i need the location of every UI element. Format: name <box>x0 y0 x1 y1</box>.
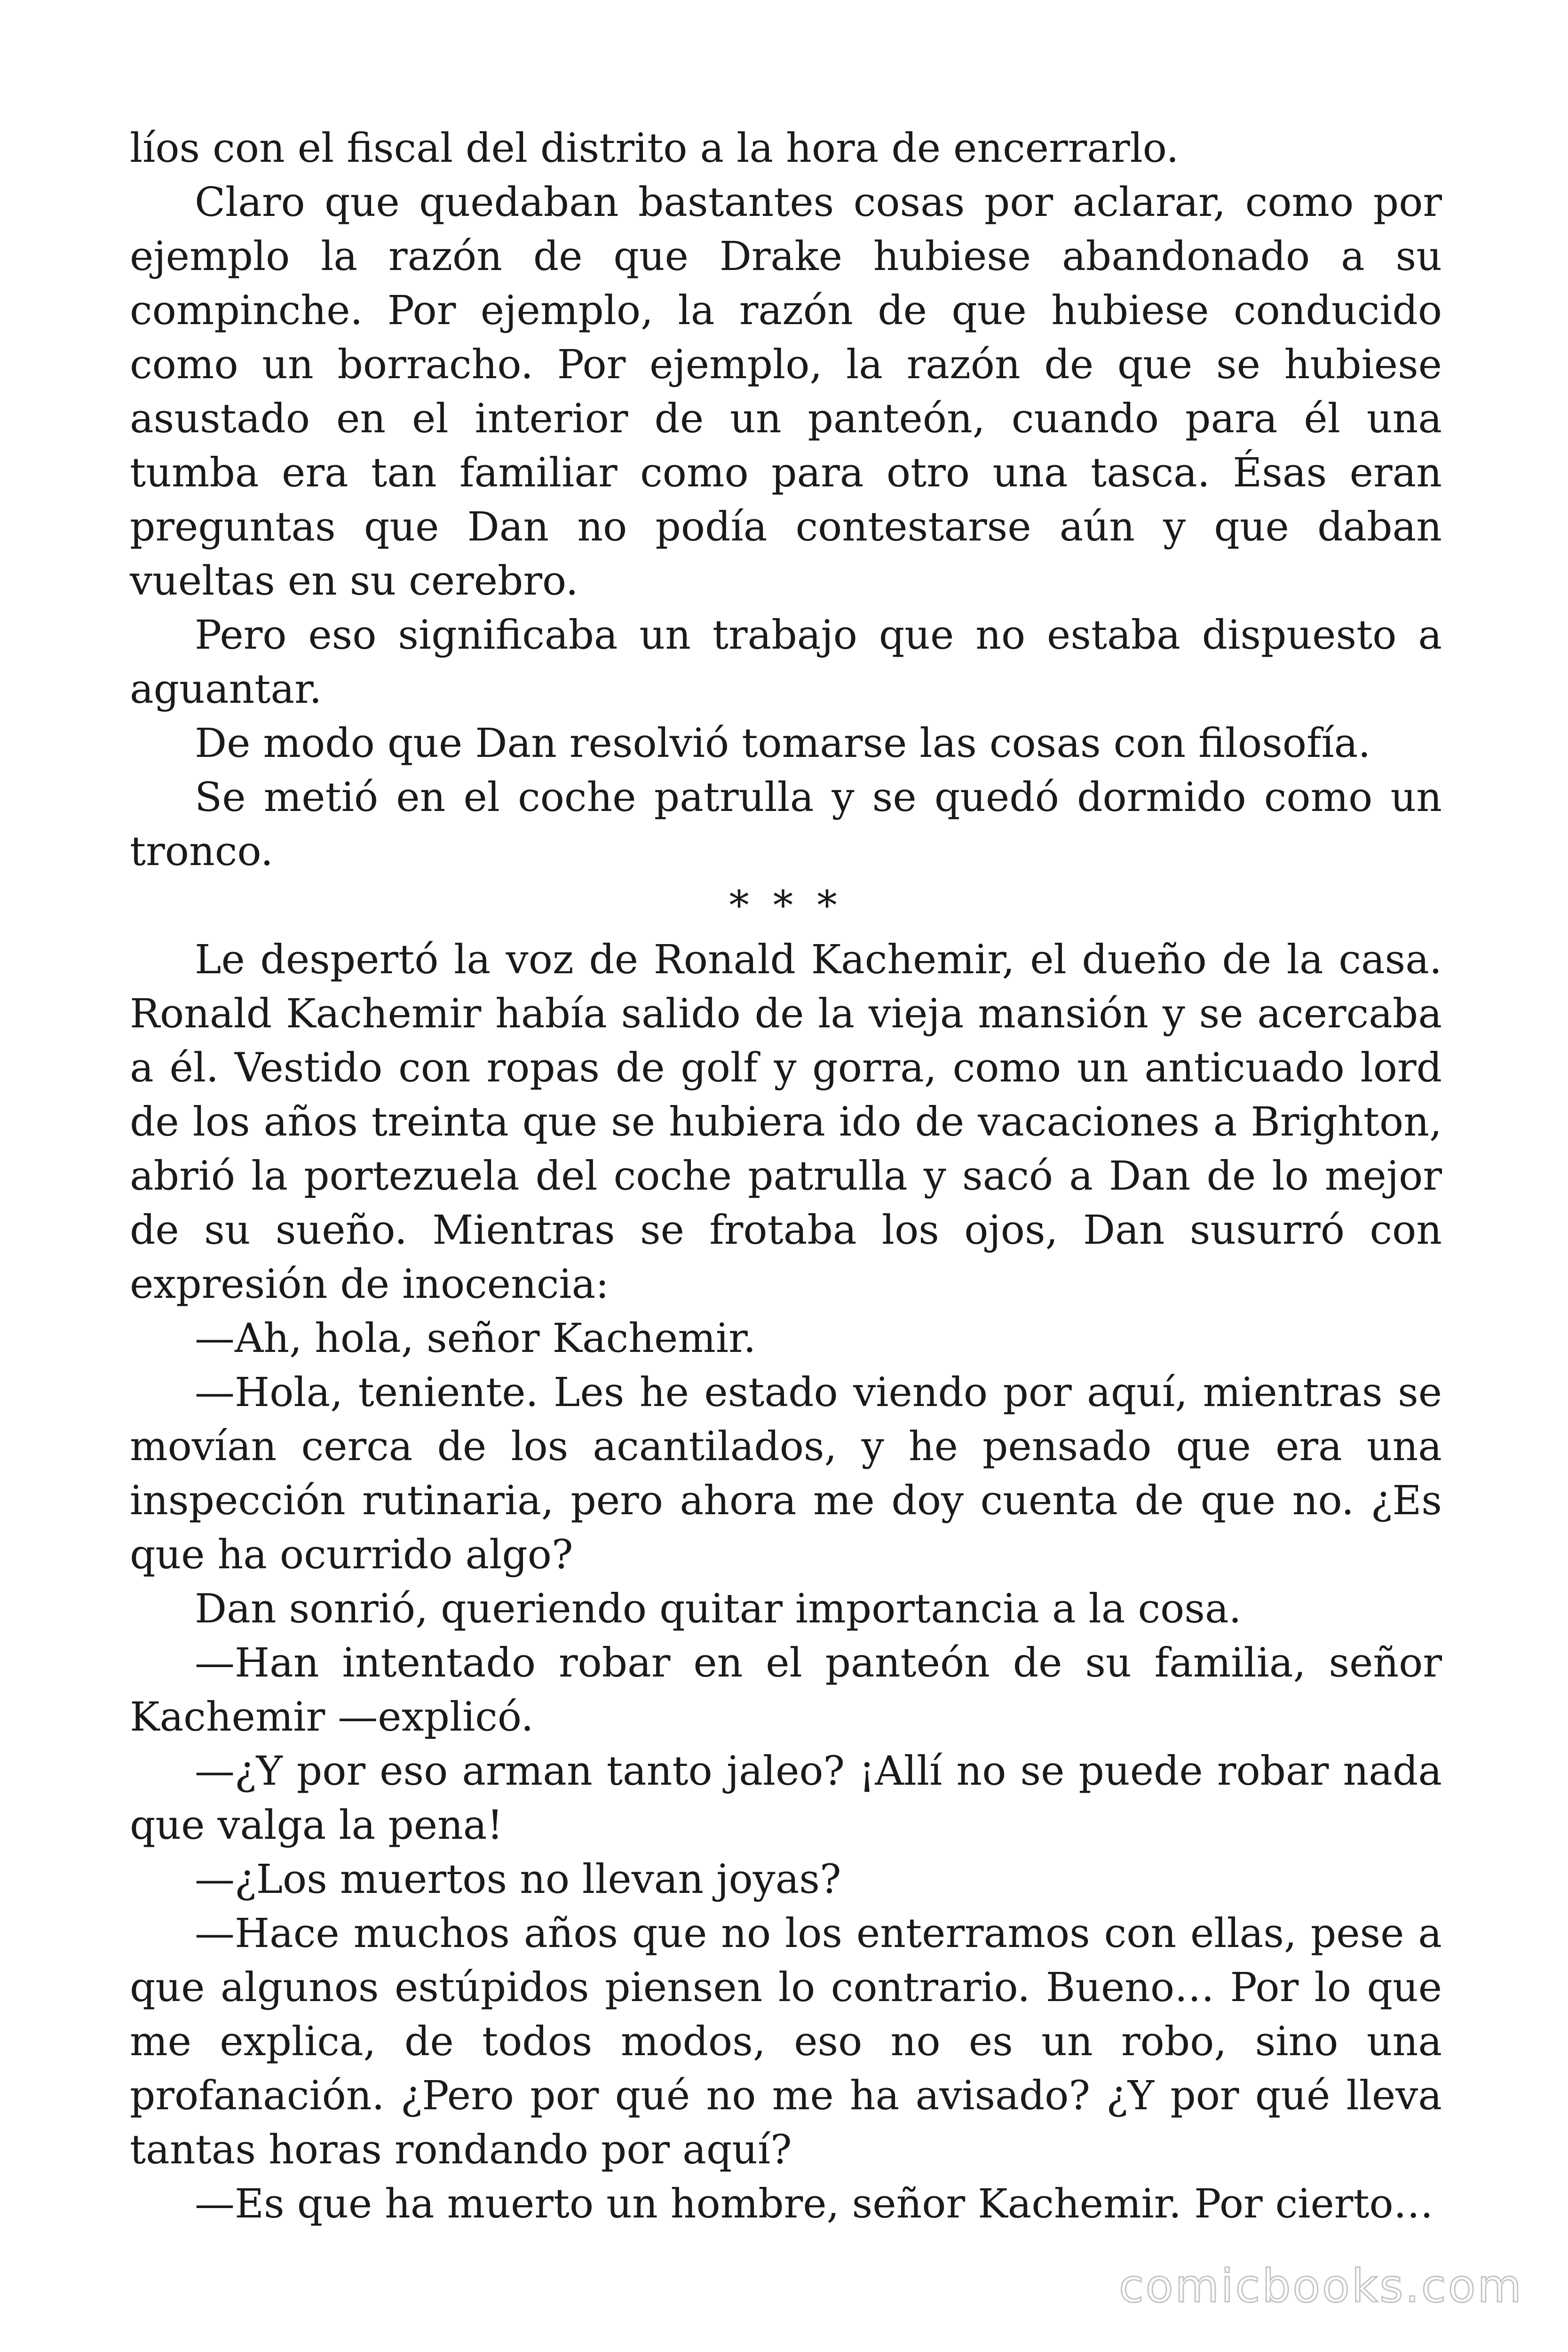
watermark-logo: comicbooks.com <box>1118 2260 1523 2312</box>
paragraph: —Ah, hola, señor Kachemir. <box>195 1315 756 1362</box>
body-text <box>130 121 1442 2231</box>
paragraphs-after-break <box>130 933 1442 2231</box>
paragraph: líos con el fiscal del distrito a la hora de encerrarlo. <box>130 125 1179 172</box>
paragraph: Pero eso significaba un trabajo que no estaba dispuesto a aguantar. <box>130 612 1442 713</box>
paragraphs-before-break <box>130 121 1442 879</box>
paragraph: —Hola, teniente. Les he estado viendo por aquí, mientras se movían cerca de los acantilados, y he pensado que era una inspección rutinaria, pero ahora me doy cuenta de que no. ¿Es que ha ocurrido algo? <box>130 1369 1442 1578</box>
paragraph: —¿Los muertos no llevan joyas? <box>195 1856 841 1903</box>
scene-break-separator: * * * <box>729 882 843 929</box>
paragraph: Se metió en el coche patrulla y se quedó dormido como un tronco. <box>130 774 1442 875</box>
paragraph: De modo que Dan resolvió tomarse las cosas con filosofía. <box>195 720 1371 767</box>
paragraph: —Es que ha muerto un hombre, señor Kachemir. Por cierto… <box>195 2181 1433 2227</box>
paragraph: Le despertó la voz de Ronald Kachemir, el dueño de la casa. Ronald Kachemir había salido de la vieja mansión y se acercaba a él. Vestido con ropas de golf y gorra, como un anticuado lord de los años treinta que se hubiera ido de vacaciones a Brighton, abrió la portezuela del coche patrulla y sacó a Dan de lo mejor de su sueño. Mientras se frotaba los ojos, Dan susurró con expresión de inocencia: <box>130 937 1442 1308</box>
paragraph: Dan sonrió, queriendo quitar importancia a la cosa. <box>195 1586 1242 1632</box>
paragraph: —Hace muchos años que no los enterramos con ellas, pese a que algunos estúpidos piensen lo contrario. Bueno… Por lo que me explica, de todos modos, eso no es un robo, sino una profanación. ¿Pero por qué no me ha avisado? ¿Y por qué lleva tantas horas rondando por aquí? <box>130 1910 1442 2173</box>
paragraph: —Han intentado robar en el panteón de su familia, señor Kachemir —explicó. <box>130 1640 1442 1740</box>
paragraph: Claro que quedaban bastantes cosas por aclarar, como por ejemplo la razón de que Drake hubiese abandonado a su compinche. Por ejemplo, la razón de que hubiese conducido como un borracho. Por ejemplo, la razón de que se hubiese asustado en el interior de un panteón, cuando para él una tumba era tan familiar como para otro una tasca. Ésas eran preguntas que Dan no podía contestarse aún y que daban vueltas en su cerebro. <box>130 179 1442 604</box>
paragraph: —¿Y por eso arman tanto jaleo? ¡Allí no se puede robar nada que valga la pena! <box>130 1748 1442 1849</box>
